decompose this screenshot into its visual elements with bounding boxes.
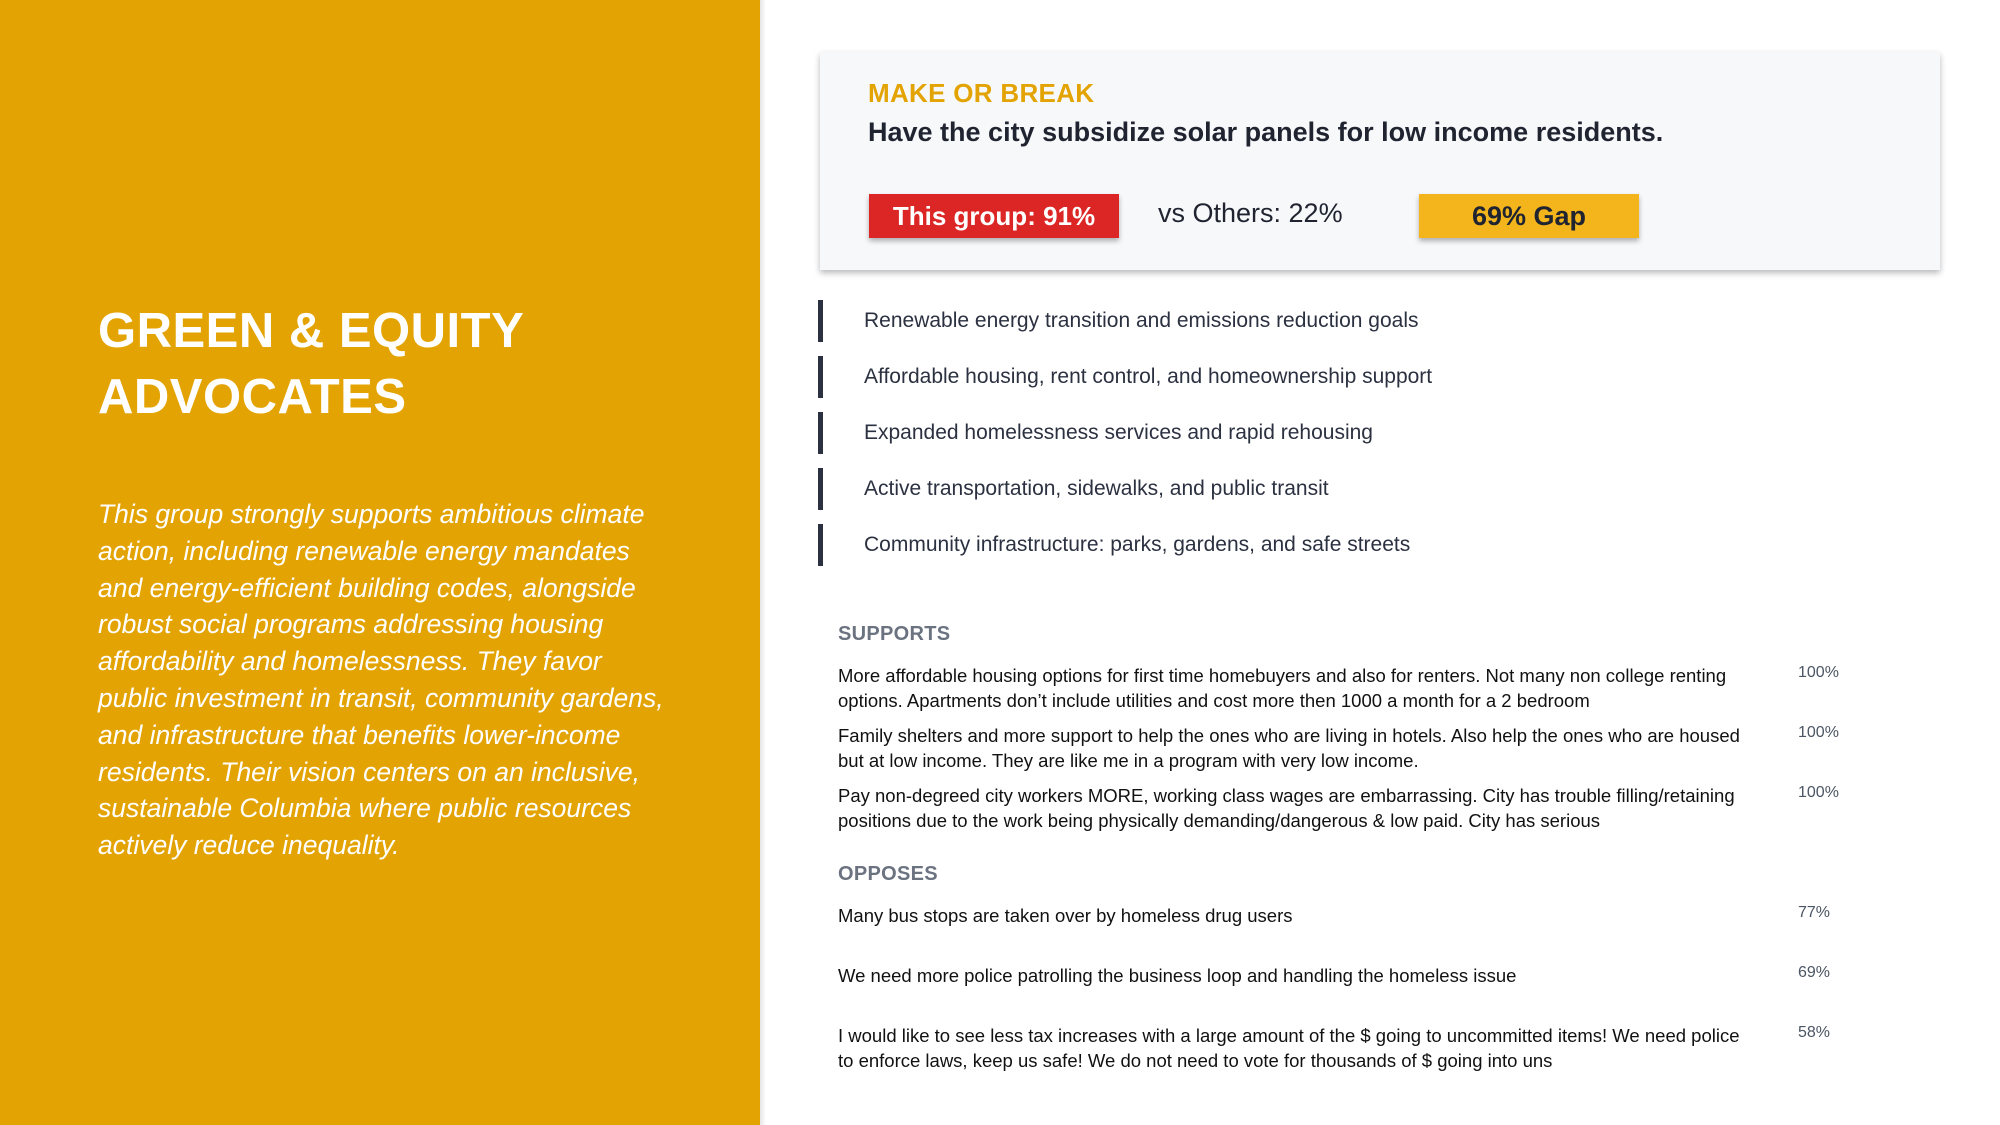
group-title — [98, 298, 698, 430]
oppose-pct: 77% — [1798, 904, 1831, 921]
priority-bar — [818, 412, 823, 454]
priority-text: Renewable energy transition and emissions reduction goals — [864, 309, 1419, 332]
oppose-pct: 69% — [1798, 964, 1831, 981]
oppose-pct: 58% — [1798, 1024, 1831, 1041]
priority-text: Community infrastructure: parks, gardens, and safe streets — [864, 533, 1411, 556]
priorities-list — [818, 300, 1918, 580]
support-text: More affordable housing options for first time homebuyers and also for renters. Not many non college renting options. Apartments don’t include utilities and cost more then 1000 a month for a 2 bedroom — [838, 665, 1727, 711]
support-text: Pay non-degreed city workers MORE, working class wages are embarrassing. City has trouble filling/retaining positions due to the work being physically demanding/dangerous & low paid. City has serious — [838, 785, 1735, 831]
priority-text: Affordable housing, rent control, and homeownership support — [864, 365, 1433, 388]
group-panel — [0, 0, 760, 1125]
support-row — [838, 783, 1858, 843]
group-description: This group strongly supports ambitious climate action, including renewable energy mandates and energy-efficient building codes, alongside robust social programs addressing housing affordability and homelessness. They favor public investment in transit, community gardens, and infrastructure that benefits lower-income residents. Their vision centers on an inclusive, sustainable Columbia where public resources actively reduce inequality. — [98, 499, 664, 861]
oppose-row — [838, 963, 1858, 1023]
oppose-row — [838, 903, 1858, 963]
supports-heading: SUPPORTS — [838, 623, 951, 645]
priority-bar — [818, 468, 823, 510]
oppose-text: Many bus stops are taken over by homeless drug users — [838, 905, 1293, 926]
group-title-line1: GREEN & EQUITY — [98, 304, 525, 358]
support-row — [838, 723, 1858, 783]
priority-bar — [818, 356, 823, 398]
support-pct: 100% — [1798, 784, 1839, 801]
this-group-badge: This group: 91% — [869, 194, 1119, 238]
support-pct: 100% — [1798, 664, 1839, 681]
vs-others-text: vs Others: 22% — [1158, 198, 1343, 228]
support-pct: 100% — [1798, 724, 1839, 741]
make-or-break-statement: Have the city subsidize solar panels for low income residents. — [868, 117, 1664, 147]
support-row — [838, 663, 1858, 723]
oppose-text: We need more police patrolling the business loop and handling the homeless issue — [838, 965, 1517, 986]
support-text: Family shelters and more support to help the ones who are living in hotels. Also help the ones who are housed but at low income. They are like me in a program with very low income. — [838, 725, 1740, 771]
oppose-text: I would like to see less tax increases with a large amount of the $ going to uncommitted items! We need police to enforce laws, keep us safe! We do not need to vote for thousands of $ going into uns — [838, 1025, 1740, 1071]
priority-text: Active transportation, sidewalks, and public transit — [864, 477, 1329, 500]
panel-divider — [760, 0, 766, 1125]
group-title-line2: ADVOCATES — [98, 370, 407, 424]
priority-bar — [818, 524, 823, 566]
opposes-heading: OPPOSES — [838, 863, 938, 885]
priority-text: Expanded homelessness services and rapid rehousing — [864, 421, 1373, 444]
make-or-break-label: MAKE OR BREAK — [868, 78, 1095, 108]
priority-item — [818, 524, 1918, 580]
make-or-break-card — [820, 52, 1940, 270]
priority-bar — [818, 300, 823, 342]
gap-badge: 69% Gap — [1419, 194, 1639, 238]
priority-item — [818, 412, 1918, 468]
priority-item — [818, 300, 1918, 356]
oppose-row — [838, 1023, 1858, 1083]
opposes-list — [838, 903, 1858, 1083]
priority-item — [818, 356, 1918, 412]
priority-item — [818, 468, 1918, 524]
supports-list — [838, 663, 1858, 843]
